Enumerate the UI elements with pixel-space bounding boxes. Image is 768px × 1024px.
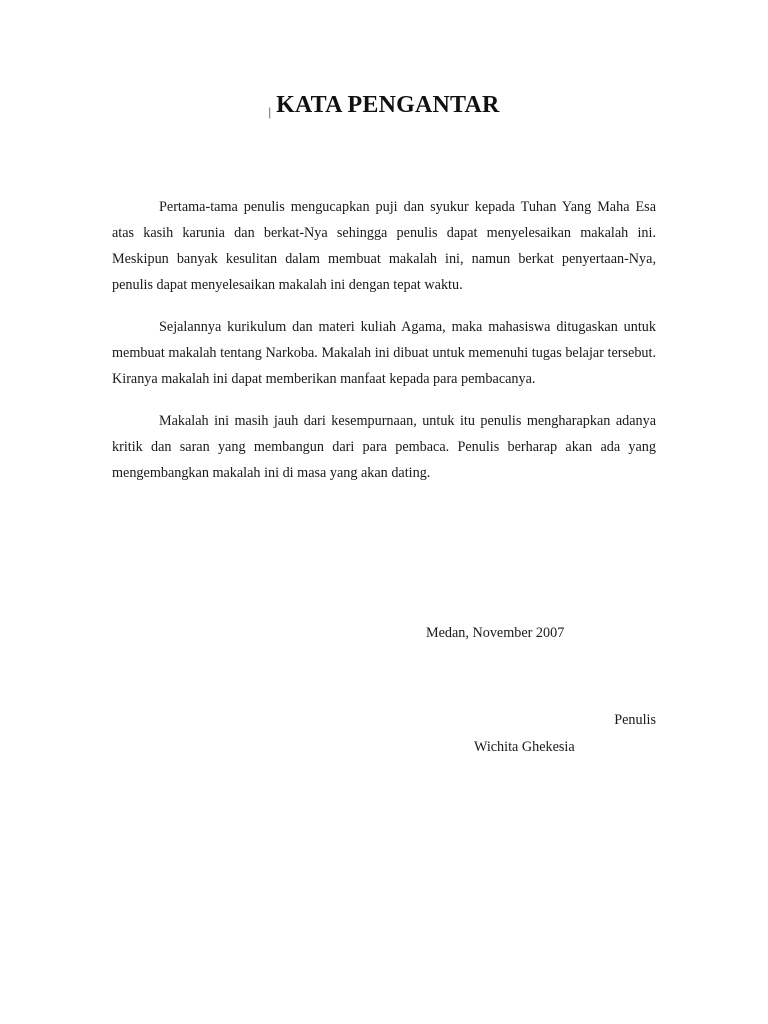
paragraph-2: Sejalannya kurikulum dan materi kuliah Agama, maka mahasiswa ditugaskan untuk membuat makalah tentang Narkoba. Makalah ini dibuat untuk memenuhi tugas belajar tersebut. Kiranya makalah ini dapat memberikan manfaat kepada para pembacanya.: [112, 319, 656, 387]
text-cursor-mark: |: [268, 104, 272, 119]
title-row: [0, 92, 768, 119]
signature-role: Penulis: [614, 712, 656, 728]
body-text: [112, 194, 656, 502]
paragraph-1: Pertama-tama penulis mengucapkan puji dan syukur kepada Tuhan Yang Maha Esa atas kasih karunia dan berkat-Nya sehingga penulis dapat menyelesaikan makalah ini. Meskipun banyak kesulitan dalam membuat makalah ini, namun berkat penyertaan-Nya, penulis dapat menyelesaikan makalah ini dengan tepat waktu.: [112, 199, 656, 293]
page-title: KATA PENGANTAR: [276, 92, 500, 118]
signature-name: Wichita Ghekesia: [474, 739, 575, 755]
place-date: Medan, November 2007: [426, 625, 565, 641]
paragraph-3: Makalah ini masih jauh dari kesempurnaan, untuk itu penulis mengharapkan adanya kritik dan saran yang membangun dari para pembaca. Penulis berharap akan ada yang mengembangkan makalah ini di masa yang akan dating.: [112, 413, 656, 481]
